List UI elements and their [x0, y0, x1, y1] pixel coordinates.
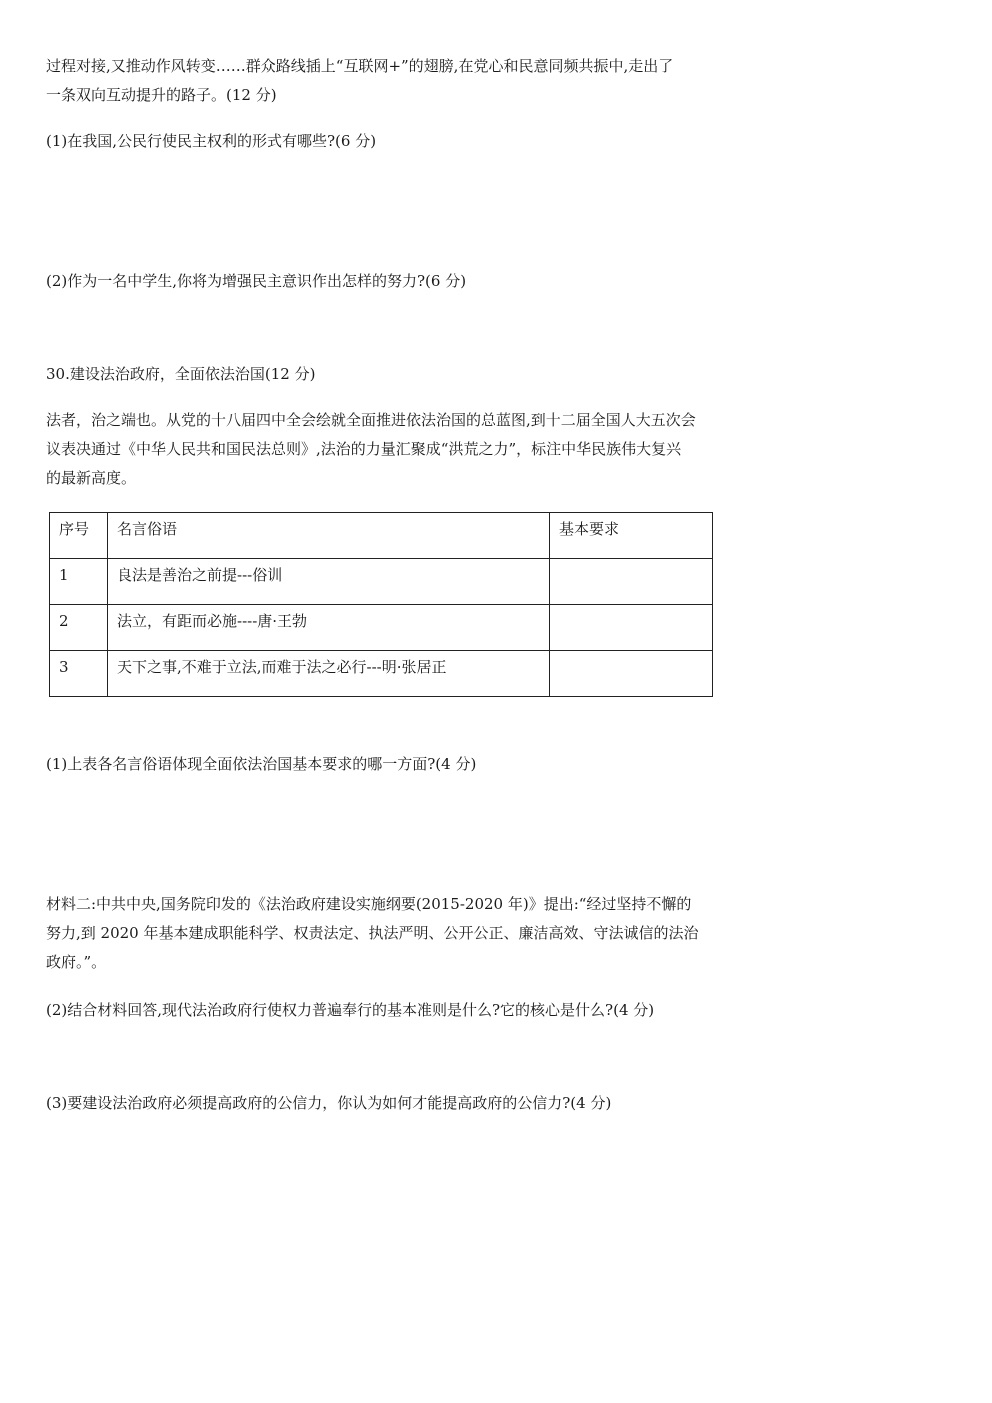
intro-line: 过程对接,又推动作风转变……群众路线插上“互联网+”的翅膀,在党心和民意同频共振中,走出了 [46, 57, 674, 75]
question-29-2: (2)作为一名中学生,你将为增强民主意识作出怎样的努力?(6 分) [46, 272, 467, 290]
question-30-paragraph [46, 406, 806, 493]
paragraph-line: 议表决通过《中华人民共和国民法总则》,法治的力量汇聚成“洪荒之力”，标注中华民族伟大复兴 [46, 440, 682, 458]
question-29-1: (1)在我国,公民行使民主权利的形式有哪些?(6 分) [46, 132, 377, 150]
row-saying: 法立，有距而必施----唐·王勃 [108, 605, 550, 651]
question-30-2: (2)结合材料回答,现代法治政府行使权力普遍奉行的基本准则是什么?它的核心是什么?(4 分) [46, 1001, 655, 1019]
row-requirement [550, 605, 713, 651]
row-number: 2 [50, 605, 108, 651]
material-line: 材料二:中共中央,国务院印发的《法治政府建设实施纲要(2015-2020 年)》提出:“经过坚持不懈的 [46, 895, 692, 913]
header-number: 序号 [50, 513, 108, 559]
header-requirement: 基本要求 [550, 513, 713, 559]
material-line: 努力,到 2020 年基本建成职能科学、权责法定、执法严明、公开公正、廉洁高效、守法诚信的法治 [46, 924, 699, 942]
row-saying: 天下之事,不难于立法,而难于法之必行---明·张居正 [108, 651, 550, 697]
question-30-title: 30.建设法治政府，全面依法治国(12 分) [46, 365, 316, 383]
header-saying: 名言俗语 [108, 513, 550, 559]
row-saying: 良法是善治之前提---俗训 [108, 559, 550, 605]
question-30-1: (1)上表各名言俗语体现全面依法治国基本要求的哪一方面?(4 分) [46, 755, 477, 773]
sayings-table [49, 512, 713, 697]
row-requirement [550, 559, 713, 605]
intro-line: 一条双向互动提升的路子。(12 分) [46, 86, 277, 104]
row-number: 1 [50, 559, 108, 605]
paragraph-line: 法者，治之端也。从党的十八届四中全会绘就全面推进依法治国的总蓝图,到十二届全国人大五次会 [46, 411, 696, 429]
table-row [50, 605, 713, 651]
table-header-row [50, 513, 713, 559]
material-two [46, 890, 806, 977]
row-number: 3 [50, 651, 108, 697]
table-row [50, 559, 713, 605]
question-30-3: (3)要建设法治政府必须提高政府的公信力，你认为如何才能提高政府的公信力?(4 分) [46, 1094, 612, 1112]
row-requirement [550, 651, 713, 697]
intro-paragraph [46, 52, 806, 110]
table-row [50, 651, 713, 697]
material-line: 政府。”。 [46, 953, 107, 971]
paragraph-line: 的最新高度。 [46, 469, 137, 487]
